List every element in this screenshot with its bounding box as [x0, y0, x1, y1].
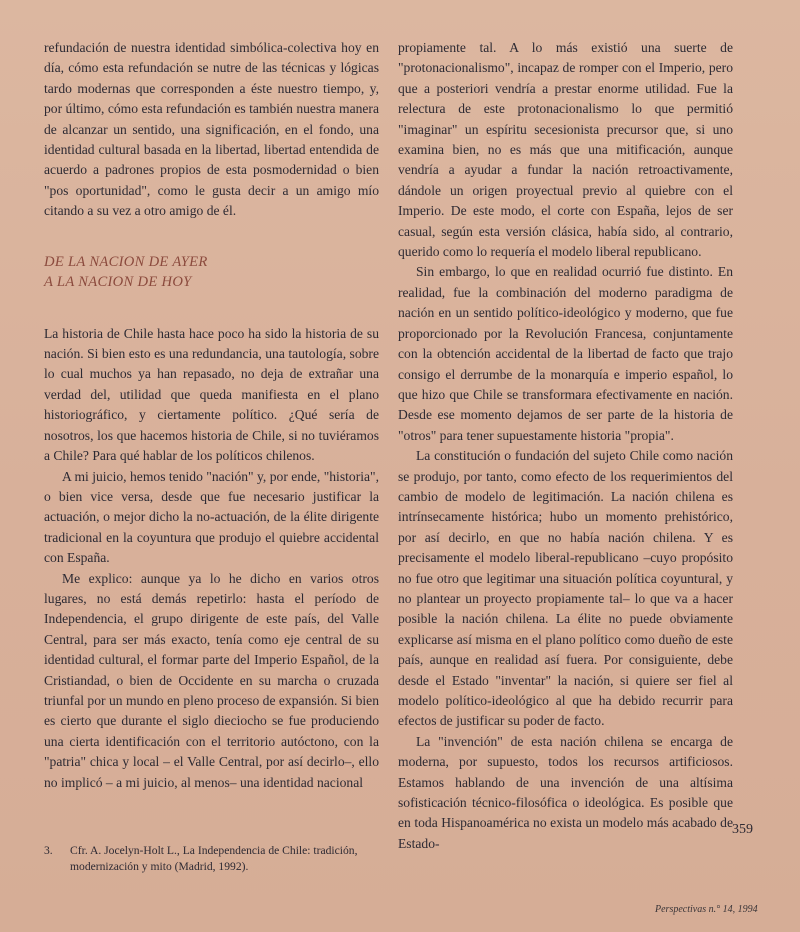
body-paragraph: La constitución o fundación del sujeto Chile como nación se produjo, por tanto, como efecto de los requerimientos del cambio de modelo de legitimación. La nación chilena es intrínsecamente histórica; hubo un momento prehistórico, por así decirlo, en que no había nación chilena. Y es precisamente el modelo liberal-republicano –cuyo propósito no fue otro que legitimar una situación política coyuntural, y no plantear un proyecto propiamente tal– lo que va a hacer posible la nación chilena. La élite no puede obviamente explicarse así misma en el plano político como dueño de este país, aunque en realidad así fuera. Por consiguiente, debe desde el Estado "inventar" la nación, si quiere ser fiel al modelo político-ideológico al que ha debido recurrir para efectos de justificar su poder de facto. — [398, 448, 733, 729]
section-heading — [44, 252, 379, 292]
footnote-text: Cfr. A. Jocelyn-Holt L., La Independencia de Chile: tradición, modernización y mito (Madrid, 1992). — [70, 844, 358, 873]
journal-footer: Perspectivas n.° 14, 1994 — [655, 904, 758, 915]
section-heading-line-1: DE LA NACION DE AYER — [44, 253, 208, 270]
body-paragraph: La "invención" de esta nación chilena se encarga de moderna, por supuesto, todos los recursos artificiosos. Estamos hablando de una invención de una altísima sofisticación técnico-filosófica o ideológica. Es posible que en toda Hispanoamérica no exista un modelo más acabado de Estado- — [398, 733, 733, 851]
footnote — [44, 843, 379, 875]
body-paragraph: A mi juicio, hemos tenido "nación" y, por ende, "historia", o bien vice versa, desde que fue necesario justificar la actuación, o mejor dicho la no-actuación, de la élite dirigente tradicional en la coyuntura que produjo el quiebre accidental con España. — [44, 468, 379, 566]
page-number: 359 — [732, 822, 753, 837]
body-paragraph: propiamente tal. A lo más existió una suerte de "protonacionalismo", incapaz de romper con el Imperio, pero que a posteriori vendría a prestar enorme utilidad. Fue la relectura de este protonacionalismo lo que permitió "imaginar" un espíritu secesionista precursor que, si uno examina bien, no es más que una mitificación, aunque vendría a ayudar a fundar la nación retroactivamente, dándole un origen proyectual previo al quiebre con el Imperio. De este modo, el corte con España, lejos de ser casual, según esta versión clásica, había sido, al contrario, querido como lo requería el modelo liberal republicano. — [398, 40, 733, 260]
footnote-number: 3. — [44, 844, 53, 857]
right-column — [398, 38, 733, 854]
body-paragraph: La historia de Chile hasta hace poco ha sido la historia de su nación. Si bien esto es una redundancia, una tautología, sobre lo cual muchos ya han repasado, no deja de extrañar una verdad del, utilidad que queda manifiesta en el plano historiográfico, y ciertamente político. ¿Qué sería de nosotros, los que hacemos historia de Chile, si no tuviéramos a Chile? Para qué hablar de los políticos chilenos. — [44, 325, 379, 464]
left-column — [44, 38, 379, 793]
body-paragraph: Me explico: aunque ya lo he dicho en varios otros lugares, no está demás repetirlo: hasta el período de Independencia, el grupo dirigente de este país, del Valle Central, para ser más exacto, tenía como eje central de su identidad cultural, el formar parte del Imperio Español, de la Cristiandad, o bien de Occidente en su marcha o cruzada triunfal por un mundo en pleno proceso de expansión. Si bien es cierto que durante el siglo dieciocho se fue produciendo una cierta identificación con el territorio autóctono, con la "patria" chica y local – el Valle Central, por así decirlo–, ello no implicó – a mi juicio, al menos– una identidad nacional — [44, 570, 379, 790]
body-paragraph: Sin embargo, lo que en realidad ocurrió fue distinto. En realidad, fue la combinación del moderno paradigma de nación en un sentido político-ideológico y moderno, que fue proporcionado por la Revolución Francesa, conjuntamente con la obtención accidental de la libertad de facto que trajo consigo el derrumbe de la monarquía e imperio español, lo que hizo que Chile se transformara efectivamente en nación. Desde ese momento dejamos de ser parte de la historia de "otros" para tener supuestamente historia "propia". — [398, 264, 733, 443]
intro-paragraph: refundación de nuestra identidad simbólica-colectiva hoy en día, cómo esta refundación se nutre de las técnicas y lógicas tardo modernas que corresponden a éste nuestro tiempo, y, por último, cómo esta refundación es también nuestra manera de alcanzar un sentido, una significación, en el fondo, una identidad cultural basada en la libertad, libertad entendida de acuerdo a padrones propios de esta posmodernidad o bien "pos oportunidad", como le gusta decir a un amigo mío citando a su vez a otro amigo de él. — [44, 40, 379, 219]
section-heading-line-2: A LA NACION DE HOY — [44, 273, 192, 290]
